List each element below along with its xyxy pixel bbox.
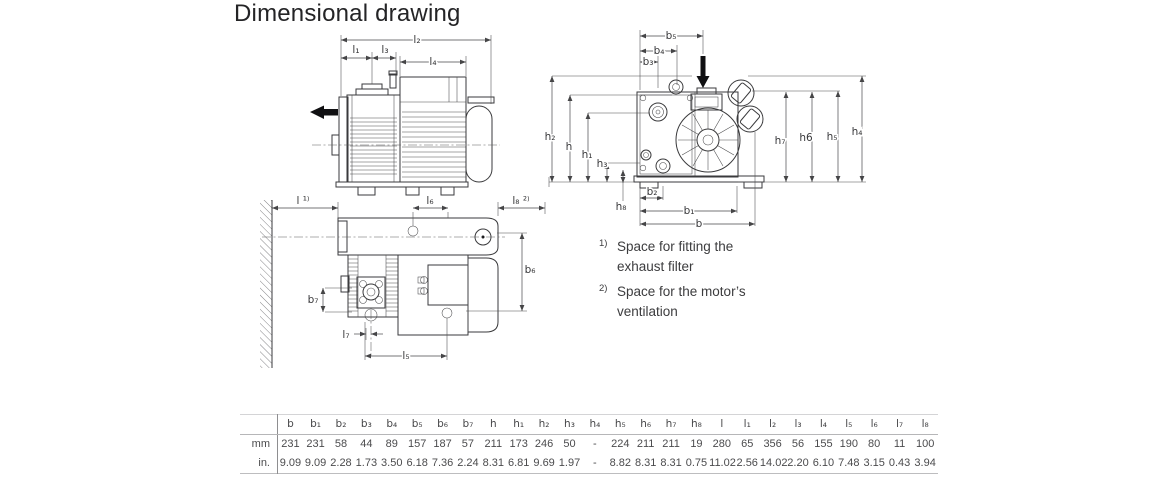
dimension-value: 2.28	[330, 457, 352, 469]
dim-label-h3: h₃	[596, 158, 608, 170]
dim-label-l7: l₇	[342, 329, 350, 341]
dimension-value: 280	[712, 438, 732, 450]
dimension-value: 231	[306, 438, 325, 450]
intake-down-arrow-icon	[697, 56, 710, 88]
dim-label-h2: h₂	[544, 131, 556, 143]
dimension-value: 19	[690, 438, 703, 450]
footnotes	[599, 237, 769, 327]
dim-label-h7: h₇	[774, 135, 786, 147]
dim-label-l2: l₂	[413, 34, 421, 46]
column-header: h₁	[506, 415, 531, 435]
dimension-value: 6.81	[508, 457, 530, 469]
dimension-value: 57	[461, 438, 475, 450]
dimension-value: 80	[868, 438, 881, 450]
dimension-value: 8.82	[609, 457, 631, 469]
dim-label-h5: h₅	[826, 131, 838, 143]
dimension-value: 2.56	[736, 457, 758, 469]
dimension-value: 155	[814, 438, 833, 450]
column-header: h	[481, 415, 506, 435]
dimension-value: 1.97	[558, 457, 581, 469]
footnote-exhaust-filter	[599, 237, 769, 277]
dim-label-b4: b₄	[653, 45, 665, 57]
gas-flow-left-arrow-icon	[310, 106, 338, 120]
wall-hatching	[260, 200, 272, 368]
dimension-value: 89	[385, 438, 398, 450]
dim-label-l1: l₁	[352, 44, 360, 56]
column-header: b₆	[430, 415, 455, 435]
dimension-value: 2.20	[787, 457, 809, 469]
column-header: b₃	[354, 415, 379, 435]
dimension-value: 9.69	[533, 457, 555, 469]
front-view-drawing	[545, 30, 866, 230]
dim-label-h6: h6	[799, 132, 813, 144]
dimension-value: 11.02	[709, 457, 736, 469]
dimension-value: 58	[334, 438, 348, 450]
row-unit-label: in.	[240, 454, 278, 474]
dimension-value: 2.24	[457, 457, 479, 469]
dimensions-table	[240, 414, 938, 474]
dimension-value: 9.09	[279, 457, 302, 469]
dim-label-l: l ¹⁾	[296, 195, 310, 207]
side-view-drawing	[310, 34, 500, 195]
column-header: l₅	[836, 415, 861, 435]
dim-label-b3: b₃	[642, 56, 654, 68]
dimension-value: -	[593, 457, 597, 469]
row-unit-label: mm	[240, 435, 278, 455]
column-header: b₁	[303, 415, 328, 435]
dimension-value: 3.50	[381, 457, 403, 469]
table-corner-cell	[240, 415, 278, 435]
dimension-value: 56	[791, 438, 805, 450]
dim-label-b: b	[695, 218, 703, 230]
dimension-value: 246	[534, 438, 554, 450]
dimension-value: 14.02	[759, 457, 788, 469]
column-header: l₁	[735, 415, 760, 435]
dimension-value: 7.36	[431, 457, 454, 469]
column-header: l₇	[887, 415, 912, 435]
dimension-value: 3.15	[863, 457, 885, 469]
column-header: b₄	[379, 415, 404, 435]
dimension-value: 3.94	[914, 457, 936, 469]
dimension-value: 50	[563, 438, 576, 450]
dimension-value: 224	[611, 438, 630, 450]
dim-label-b2: b₂	[646, 186, 658, 198]
dimension-value: 6.10	[812, 457, 835, 469]
dim-label-l4: l₄	[429, 56, 437, 68]
dim-label-h4: h₄	[851, 126, 863, 138]
column-header: h₄	[582, 415, 607, 435]
dimension-value: 7.48	[838, 457, 860, 469]
fan-blades	[678, 110, 738, 170]
column-header: b₅	[404, 415, 429, 435]
dimension-value: 9.09	[304, 457, 327, 469]
footnote-marker-2: 2)	[599, 283, 608, 294]
column-header: l	[709, 415, 734, 435]
dim-label-h1: h₁	[581, 149, 593, 161]
page-title: Dimensional drawing	[234, 0, 461, 27]
dim-label-b6: b₆	[524, 264, 536, 276]
dimension-value: 356	[763, 438, 782, 450]
column-header: h₇	[658, 415, 683, 435]
dimension-value: 44	[360, 438, 373, 450]
dimension-value: 6.18	[406, 457, 428, 469]
column-header: l₄	[811, 415, 836, 435]
dimension-value: 1.73	[355, 457, 378, 469]
column-header: l₆	[861, 415, 886, 435]
dimension-value: 190	[839, 438, 858, 450]
dimension-value: 211	[636, 438, 655, 450]
dimension-value: 8.31	[660, 457, 682, 469]
dimension-value: 0.43	[888, 457, 911, 469]
dimension-value: 211	[662, 438, 680, 450]
column-header: h₈	[684, 415, 709, 435]
dimension-value: 11	[893, 438, 906, 450]
dim-label-b5: b₅	[665, 30, 677, 42]
footnote-text-2: Space for the motor’s ventilation	[617, 284, 746, 319]
column-header: l₃	[785, 415, 810, 435]
dim-label-h8: h₈	[615, 201, 627, 213]
footnote-text-1: Space for fitting the exhaust filter	[617, 239, 734, 274]
column-header: b₂	[328, 415, 353, 435]
dimension-value: 0.75	[685, 457, 708, 469]
dimension-value: 100	[915, 438, 935, 450]
dimension-value: 65	[741, 438, 754, 450]
dimension-value: 8.31	[482, 457, 505, 469]
dim-label-l8: l₈ ²⁾	[512, 195, 530, 207]
dimension-value: 8.31	[634, 457, 657, 469]
dim-label-b7: b₇	[307, 294, 319, 306]
column-header: l₈	[912, 415, 938, 435]
dim-label-h: h	[565, 141, 573, 153]
column-header: b₇	[455, 415, 480, 435]
footnote-marker-1: 1)	[599, 238, 608, 249]
dimensions-table-wrap	[240, 414, 938, 474]
footnote-motor-ventilation	[599, 282, 769, 322]
dimension-value: 187	[433, 438, 452, 450]
column-header: l₂	[760, 415, 785, 435]
column-header: h₅	[608, 415, 633, 435]
column-header: h₆	[633, 415, 658, 435]
dimension-value: 211	[484, 438, 503, 450]
dimension-value: 231	[281, 438, 300, 450]
column-header: b	[278, 415, 303, 435]
column-header: h₂	[531, 415, 556, 435]
dimension-value: -	[593, 438, 597, 450]
dim-label-l5: l₅	[402, 350, 410, 362]
dim-label-b1: b₁	[683, 205, 695, 217]
dimension-value: 157	[407, 438, 427, 450]
dimension-value: 173	[509, 438, 528, 450]
top-view-drawing	[260, 195, 545, 368]
column-header: h₃	[557, 415, 582, 435]
dim-label-l3: l₃	[381, 44, 389, 56]
dim-label-l6: l₆	[426, 195, 434, 207]
